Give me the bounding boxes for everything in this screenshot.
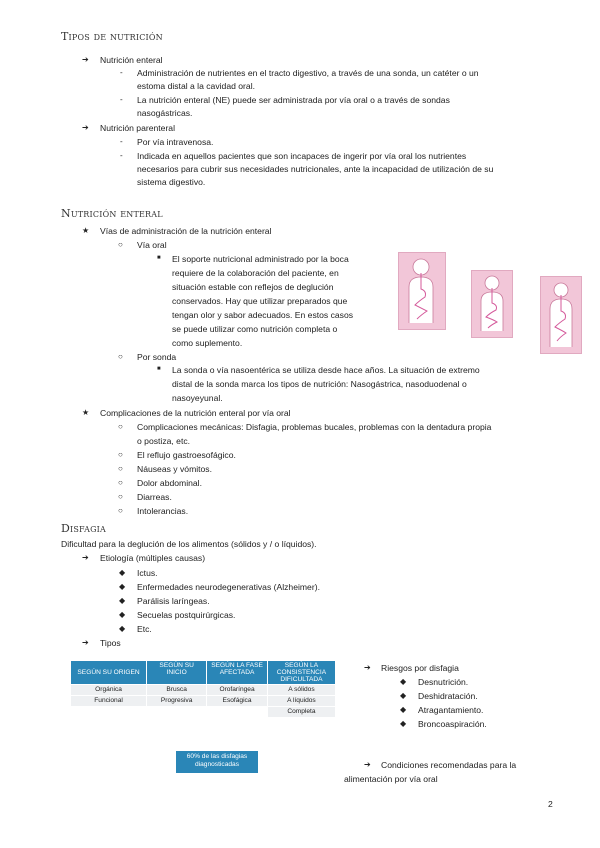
disfagia-types-table bbox=[70, 660, 336, 718]
sonda-line-3: nasoyeyunal. bbox=[172, 393, 223, 403]
etiologia-label: Etiología (múltiples causas) bbox=[100, 553, 206, 563]
parenteral-label: Nutrición parenteral bbox=[100, 123, 175, 133]
circle-bullet-icon: ○ bbox=[118, 478, 123, 487]
comp-line-2: o postiza, etc. bbox=[137, 436, 191, 446]
cause-item: Parálisis laríngeas. bbox=[137, 596, 210, 606]
vias-label: Vías de administración de la nutrición enteral bbox=[100, 226, 272, 236]
digestive-system-figure-1 bbox=[398, 252, 446, 330]
disfagia-definition: Dificultad para la deglución de los alimentos (sólidos y / o líquidos). bbox=[61, 539, 317, 549]
circle-bullet-icon: ○ bbox=[118, 464, 123, 473]
dash-icon: - bbox=[120, 95, 123, 104]
table-row bbox=[71, 685, 336, 696]
oral-line-7: como suplemento. bbox=[172, 338, 243, 348]
complicaciones-label: Complicaciones de la nutrición enteral por vía oral bbox=[100, 408, 291, 418]
diamond-bullet-icon: ◆ bbox=[400, 719, 407, 728]
circle-bullet-icon: ○ bbox=[118, 506, 123, 515]
table-header: SEGÚN LA FASE AFECTADA bbox=[207, 661, 268, 685]
circle-bullet-icon: ○ bbox=[118, 240, 123, 249]
diamond-bullet-icon: ◆ bbox=[119, 596, 126, 605]
enteral-line-4: nasogástricas. bbox=[137, 108, 193, 118]
table-cell: A sólidos bbox=[267, 685, 335, 696]
via-oral-label: Vía oral bbox=[137, 240, 167, 250]
oral-line-4: conservados. Hay que utilizar preparados que bbox=[172, 296, 348, 306]
dash-icon: - bbox=[120, 137, 123, 146]
parenteral-line-3: necesarios para cubrir sus necesidades nutricionales, ante la incapacidad de utilización de su bbox=[137, 164, 494, 174]
diamond-bullet-icon: ◆ bbox=[119, 624, 126, 633]
arrow-icon: ➔ bbox=[82, 638, 89, 647]
section-title-disfagia: Disfagia bbox=[61, 522, 107, 535]
star-icon: ★ bbox=[82, 408, 90, 417]
table-cell: Progresiva bbox=[147, 696, 207, 707]
table-header: SEGÚN SU ORIGEN bbox=[71, 661, 147, 685]
square-bullet-icon: ■ bbox=[157, 255, 161, 261]
table-header: SEGÚN SU INICIO bbox=[147, 661, 207, 685]
arrow-icon: ➔ bbox=[364, 663, 371, 672]
table-cell: Completa bbox=[267, 707, 335, 718]
comp-line-5: Dolor abdominal. bbox=[137, 478, 202, 488]
diamond-bullet-icon: ◆ bbox=[400, 691, 407, 700]
digestive-system-figure-3 bbox=[540, 276, 582, 354]
parenteral-line-1: Por vía intravenosa. bbox=[137, 137, 214, 147]
diamond-bullet-icon: ◆ bbox=[119, 568, 126, 577]
table-row bbox=[71, 696, 336, 707]
table-header: SEGÚN LA CONSISTENCIA DIFICULTADA bbox=[267, 661, 335, 685]
arrow-icon: ➔ bbox=[82, 123, 89, 132]
enteral-line-3: La nutrición enteral (NE) puede ser administrada por vía oral o a través de sondas bbox=[137, 95, 450, 105]
condiciones-line-1: Condiciones recomendadas para la bbox=[381, 760, 517, 770]
parenteral-line-2: Indicada en aquellos pacientes que son incapaces de ingerir por vía oral los nutrientes bbox=[137, 151, 467, 161]
table-cell: Esofágica bbox=[207, 696, 268, 707]
oral-line-3: situación estable con reflejos de deglución bbox=[172, 282, 334, 292]
tipos-label: Tipos bbox=[100, 638, 121, 648]
table-cell bbox=[71, 707, 147, 718]
riesgo-item: Broncoaspiración. bbox=[418, 719, 487, 729]
diamond-bullet-icon: ◆ bbox=[400, 677, 407, 686]
table-row bbox=[71, 707, 336, 718]
circle-bullet-icon: ○ bbox=[118, 352, 123, 361]
oral-line-2: requiere de la colaboración del paciente, en bbox=[172, 268, 339, 278]
table-cell: Orofaríngea bbox=[207, 685, 268, 696]
square-bullet-icon: ■ bbox=[157, 366, 161, 372]
dash-icon: - bbox=[120, 68, 123, 77]
enteral-line-1: Administración de nutrientes en el tracto digestivo, a través de una sonda, un catéter o un bbox=[137, 68, 479, 78]
enteral-label: Nutrición enteral bbox=[100, 55, 163, 65]
riesgo-item: Deshidratación. bbox=[418, 691, 478, 701]
diamond-bullet-icon: ◆ bbox=[119, 582, 126, 591]
oral-line-5: tengan olor y sabor adecuados. En estos casos bbox=[172, 310, 354, 320]
sonda-line-1: La sonda o vía nasoentérica se utiliza desde hace años. La situación de extremo bbox=[172, 365, 480, 375]
riesgo-item: Desnutrición. bbox=[418, 677, 469, 687]
digestive-system-figure-2 bbox=[471, 270, 513, 338]
parenteral-line-4: sistema digestivo. bbox=[137, 177, 206, 187]
section-title-nutricion-enteral: Nutrición enteral bbox=[61, 207, 163, 220]
arrow-icon: ➔ bbox=[82, 553, 89, 562]
circle-bullet-icon: ○ bbox=[118, 492, 123, 501]
circle-bullet-icon: ○ bbox=[118, 422, 123, 431]
section-title-tipos: Tipos de nutrición bbox=[61, 30, 163, 43]
diamond-bullet-icon: ◆ bbox=[119, 610, 126, 619]
comp-line-6: Diarreas. bbox=[137, 492, 172, 502]
condiciones-line-2: alimentación por vía oral bbox=[344, 774, 438, 784]
table-cell: A líquidos bbox=[267, 696, 335, 707]
oral-line-1: El soporte nutricional administrado por la boca bbox=[172, 254, 349, 264]
por-sonda-label: Por sonda bbox=[137, 352, 177, 362]
arrow-icon: ➔ bbox=[364, 760, 371, 769]
table-cell: Brusca bbox=[147, 685, 207, 696]
cause-item: Secuelas postquirúrgicas. bbox=[137, 610, 236, 620]
comp-line-3: El reflujo gastroesofágico. bbox=[137, 450, 236, 460]
table-cell: Funcional bbox=[71, 696, 147, 707]
table-cell bbox=[207, 707, 268, 718]
star-icon: ★ bbox=[82, 226, 90, 235]
circle-bullet-icon: ○ bbox=[118, 450, 123, 459]
cause-item: Etc. bbox=[137, 624, 152, 634]
cause-item: Ictus. bbox=[137, 568, 158, 578]
comp-line-1: Complicaciones mecánicas: Disfagia, problemas bucales, problemas con la dentadura propia bbox=[137, 422, 492, 432]
diamond-bullet-icon: ◆ bbox=[400, 705, 407, 714]
riesgo-item: Atragantamiento. bbox=[418, 705, 484, 715]
table-cell: Orgánica bbox=[71, 685, 147, 696]
sonda-line-2: distal de la sonda marca los tipos de nutrición: Nasogástrica, nasoduodenal o bbox=[172, 379, 467, 389]
riesgos-label: Riesgos por disfagia bbox=[381, 663, 459, 673]
page-number: 2 bbox=[548, 799, 553, 809]
table-cell bbox=[147, 707, 207, 718]
enteral-line-2: estoma distal a la cavidad oral. bbox=[137, 81, 255, 91]
cause-item: Enfermedades neurodegenerativas (Alzheimer). bbox=[137, 582, 320, 592]
comp-line-7: Intolerancias. bbox=[137, 506, 189, 516]
dash-icon: - bbox=[120, 151, 123, 160]
oral-line-6: se puede utilizar como nutrición completa o bbox=[172, 324, 338, 334]
percentage-box: 60% de las disfagias diagnosticadas bbox=[176, 751, 258, 773]
arrow-icon: ➔ bbox=[82, 55, 89, 64]
comp-line-4: Náuseas y vómitos. bbox=[137, 464, 212, 474]
